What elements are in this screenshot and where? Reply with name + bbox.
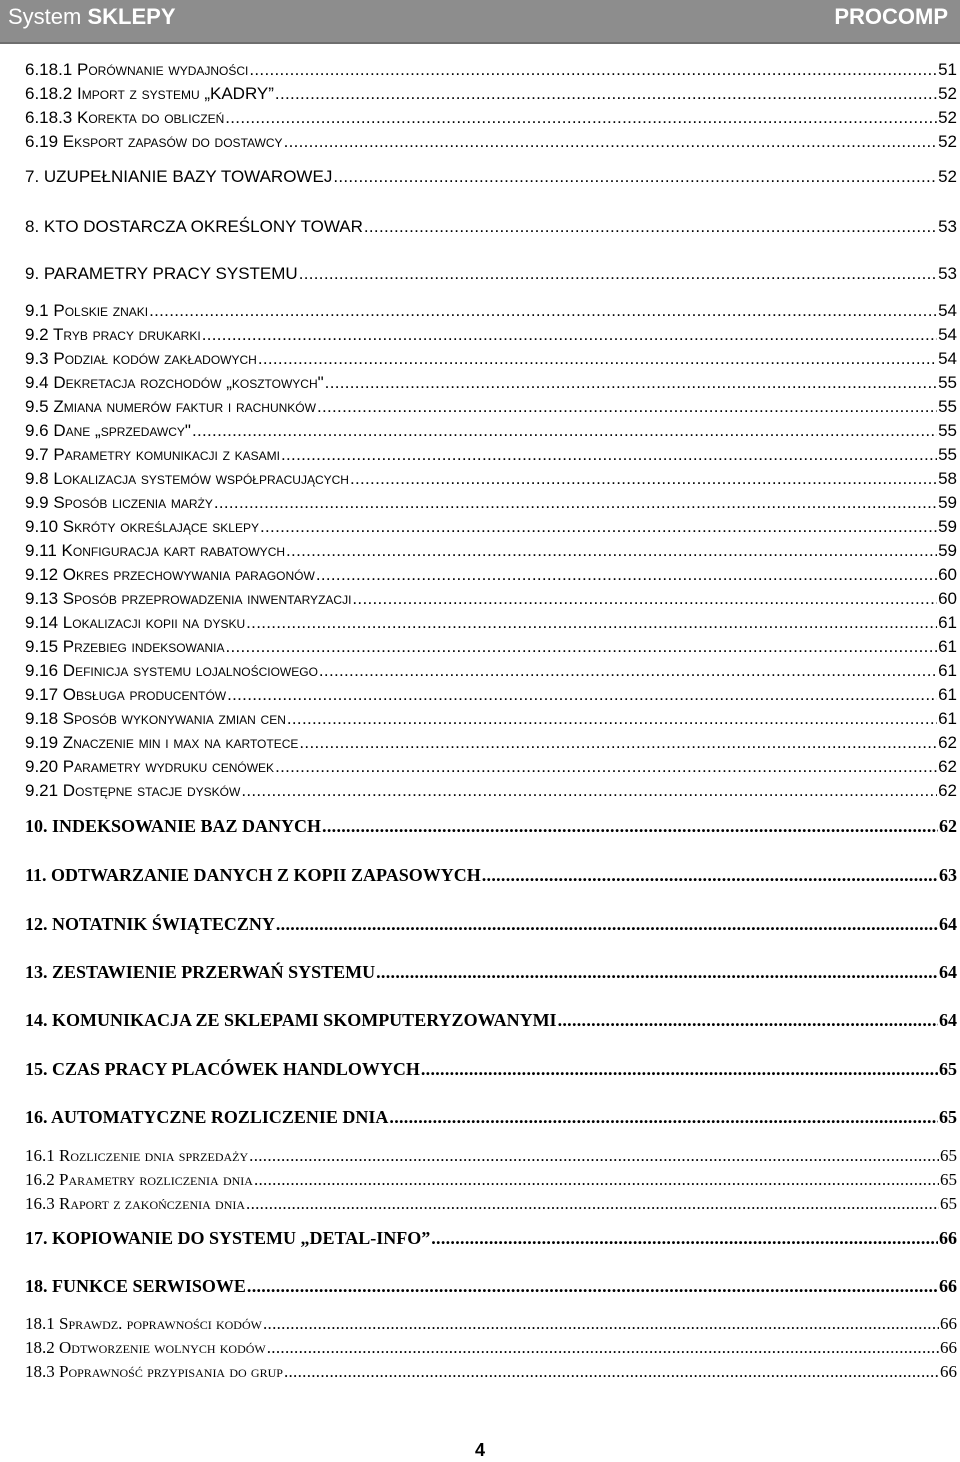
toc-leader-dots — [364, 216, 937, 237]
toc-entry[interactable] — [25, 420, 957, 441]
toc-leader-dots — [247, 1276, 938, 1297]
toc-entry[interactable] — [25, 263, 957, 284]
toc-entry-title: 9.20 Parametry wydruku cenówek — [25, 757, 275, 776]
toc-entry[interactable] — [25, 468, 957, 489]
toc-entry-title: 6.18.2 Import z systemu „KADRY” — [25, 84, 274, 103]
toc-leader-dots — [316, 564, 937, 585]
toc-entry[interactable] — [25, 83, 957, 104]
toc-leader-dots — [558, 1010, 938, 1031]
toc-entry-page: 66 — [940, 1314, 957, 1333]
toc-entry[interactable] — [25, 684, 957, 705]
toc-entry-page: 66 — [940, 1338, 957, 1357]
toc-entry-title: 18. FUNKCE SERWISOWE — [25, 1276, 246, 1296]
toc-entry-title: 16.3 Raport z zakończenia dnia — [25, 1194, 246, 1213]
toc-entry-page: 52 — [938, 167, 957, 186]
toc-entry-page: 61 — [938, 613, 957, 632]
toc-leader-dots — [421, 1059, 938, 1080]
page-number: 4 — [474, 1440, 485, 1460]
toc-entry-page: 59 — [938, 541, 957, 560]
toc-leader-dots — [389, 1107, 938, 1128]
toc-entry[interactable] — [25, 914, 957, 935]
toc-entry[interactable] — [25, 1228, 957, 1249]
toc-leader-dots — [333, 166, 937, 187]
toc-entry-page: 52 — [938, 108, 957, 127]
toc-leader-dots — [214, 492, 937, 513]
toc-entry-page: 65 — [939, 1059, 957, 1079]
toc-entry-title: 15. CZAS PRACY PLACÓWEK HANDLOWYCH — [25, 1059, 420, 1079]
toc-entry[interactable] — [25, 636, 957, 657]
toc-entry-page: 59 — [938, 517, 957, 536]
toc-entry-title: 9.3 Podział kodów zakładowych — [25, 349, 257, 368]
toc-entry-page: 55 — [938, 445, 957, 464]
toc-entry[interactable] — [25, 324, 957, 345]
toc-entry[interactable] — [25, 516, 957, 537]
toc-entry[interactable] — [25, 1361, 957, 1382]
toc-entry-title: 9.12 Okres przechowywania paragonów — [25, 565, 315, 584]
toc-entry[interactable] — [25, 564, 957, 585]
toc-entry-page: 54 — [938, 301, 957, 320]
toc-entry-title: 9.10 Skróty określające sklepy — [25, 517, 259, 536]
toc-entry-title: 9.7 Parametry komunikacji z kasami — [25, 445, 281, 464]
toc-entry-title: 9.8 Lokalizacja systemów współpracujących — [25, 469, 349, 488]
toc-entry[interactable] — [25, 612, 957, 633]
toc-entry[interactable] — [25, 962, 957, 983]
toc-leader-dots — [482, 865, 938, 886]
toc-entry[interactable] — [25, 348, 957, 369]
toc-entry-title: 9.13 Sposób przeprowadzenia inwentaryzacji — [25, 589, 352, 608]
header-company: PROCOMP — [834, 4, 948, 29]
toc-entry[interactable] — [25, 756, 957, 777]
page-header — [0, 0, 960, 44]
toc-entry-title: 7. UZUPEŁNIANIE BAZY TOWAROWEJ — [25, 167, 333, 186]
toc-leader-dots — [225, 107, 937, 128]
toc-entry-title: 12. NOTATNIK ŚWIĄTECZNY — [25, 914, 275, 934]
toc-leader-dots — [192, 420, 937, 441]
toc-entry-page: 64 — [939, 1010, 957, 1030]
toc-leader-dots — [149, 300, 937, 321]
toc-entry-page: 66 — [940, 1362, 957, 1381]
toc-entry[interactable] — [25, 216, 957, 237]
toc-entry[interactable] — [25, 816, 957, 837]
toc-leader-dots — [275, 83, 937, 104]
toc-leader-dots — [225, 636, 937, 657]
toc-entry-title: 18.1 Sprawdz. poprawności kodów — [25, 1314, 262, 1333]
toc-entry[interactable] — [25, 492, 957, 513]
toc-entry[interactable] — [25, 1276, 957, 1297]
toc-entry-title: 9.1 Polskie znaki — [25, 301, 149, 320]
toc-leader-dots — [319, 660, 937, 681]
toc-entry-title: 16.1 Rozliczenie dnia sprzedaży — [25, 1146, 249, 1165]
toc-leader-dots — [284, 131, 938, 152]
toc-entry-page: 54 — [938, 325, 957, 344]
toc-leader-dots — [267, 1337, 939, 1358]
toc-leader-dots — [254, 1169, 939, 1190]
toc-entry-page: 66 — [939, 1276, 957, 1296]
toc-entry-page: 65 — [939, 1107, 957, 1127]
toc-entry[interactable] — [25, 396, 957, 417]
toc-entry-page: 60 — [938, 565, 957, 584]
toc-entry[interactable] — [25, 300, 957, 321]
toc-entry-title: 17. KOPIOWANIE DO SYSTEMU „DETAL-INFO” — [25, 1228, 431, 1248]
toc-entry-page: 53 — [938, 264, 957, 283]
toc-entry-title: 9.16 Definicja systemu lojalnościowego — [25, 661, 318, 680]
toc-leader-dots — [376, 962, 938, 983]
toc-entry-title: 9.2 Tryb pracy drukarki — [25, 325, 201, 344]
toc-entry-title: 9.17 Obsługa producentów — [25, 685, 227, 704]
toc-entry[interactable] — [25, 1107, 957, 1128]
toc-leader-dots — [317, 396, 937, 417]
toc-entry[interactable] — [25, 865, 957, 886]
toc-entry-page: 55 — [938, 397, 957, 416]
header-product: SKLEPY — [87, 4, 176, 29]
toc-entry-page: 61 — [938, 685, 957, 704]
toc-entry-page: 52 — [938, 132, 957, 151]
toc-entry-title: 9.4 Dekretacja rozchodów „kosztowych" — [25, 373, 324, 392]
toc-entry[interactable] — [25, 1169, 957, 1190]
toc-entry-title: 6.19 Eksport zapasów do dostawcy — [25, 132, 283, 151]
toc-entry[interactable] — [25, 708, 957, 729]
toc-leader-dots — [281, 444, 937, 465]
toc-entry[interactable] — [25, 59, 957, 80]
toc-leader-dots — [260, 516, 937, 537]
toc-entry-page: 58 — [938, 469, 957, 488]
toc-entry-page: 65 — [940, 1194, 957, 1213]
toc-leader-dots — [350, 468, 937, 489]
toc-entry-title: 16.2 Parametry rozliczenia dnia — [25, 1170, 253, 1189]
toc-entry-page: 65 — [940, 1146, 957, 1165]
toc-entry[interactable] — [25, 1193, 957, 1214]
toc-leader-dots — [276, 914, 938, 935]
toc-entry-page: 63 — [939, 865, 957, 885]
toc-leader-dots — [227, 684, 937, 705]
toc-leader-dots — [249, 59, 937, 80]
toc-leader-dots — [325, 372, 937, 393]
toc-entry-title: 9.9 Sposób liczenia marży — [25, 493, 213, 512]
toc-leader-dots — [246, 1193, 939, 1214]
toc-leader-dots — [246, 612, 937, 633]
toc-entry-page: 64 — [939, 914, 957, 934]
toc-entry-title: 8. KTO DOSTARCZA OKREŚLONY TOWAR — [25, 217, 363, 236]
toc-entry-page: 54 — [938, 349, 957, 368]
toc-entry[interactable] — [25, 444, 957, 465]
toc-entry-title: 10. INDEKSOWANIE BAZ DANYCH — [25, 816, 322, 836]
toc-leader-dots — [431, 1228, 938, 1249]
toc-entry-title: 14. KOMUNIKACJA ZE SKLEPAMI SKOMPUTERYZOWANYMI — [25, 1010, 557, 1030]
toc-leader-dots — [322, 816, 938, 837]
toc-leader-dots — [202, 324, 937, 345]
toc-entry[interactable] — [25, 1145, 957, 1166]
toc-entry-page: 53 — [938, 217, 957, 236]
toc-entry-page: 59 — [938, 493, 957, 512]
toc-entry[interactable] — [25, 540, 957, 561]
toc-entry-title: 18.3 Poprawność przypisania do grup — [25, 1362, 283, 1381]
toc-entry[interactable] — [25, 1337, 957, 1358]
toc-entry-title: 18.2 Odtworzenie wolnych kodów — [25, 1338, 266, 1357]
toc-leader-dots — [286, 540, 937, 561]
toc-leader-dots — [287, 708, 937, 729]
toc-entry-page: 62 — [938, 781, 957, 800]
toc-entry-page: 62 — [938, 733, 957, 752]
toc-entry[interactable] — [25, 1059, 957, 1080]
toc-leader-dots — [241, 780, 937, 801]
toc-entry-page: 61 — [938, 709, 957, 728]
toc-entry-title: 9.6 Dane „sprzedawcy" — [25, 421, 191, 440]
toc-entry-title: 9.11 Konfiguracja kart rabatowych — [25, 541, 286, 560]
toc-entry-page: 55 — [938, 373, 957, 392]
toc-entry-page: 55 — [938, 421, 957, 440]
toc-leader-dots — [258, 348, 937, 369]
toc-entry[interactable] — [25, 588, 957, 609]
toc-entry-title: 9.14 Lokalizacji kopii na dysku — [25, 613, 246, 632]
toc-leader-dots — [249, 1145, 939, 1166]
header-system-name — [8, 4, 176, 30]
toc-entry-page: 61 — [938, 661, 957, 680]
toc-entry[interactable] — [25, 1010, 957, 1031]
toc-entry-page: 62 — [939, 816, 957, 836]
toc-entry-title: 9. PARAMETRY PRACY SYSTEMU — [25, 264, 298, 283]
toc-entry[interactable] — [25, 131, 957, 152]
toc-entry-page: 51 — [938, 60, 957, 79]
toc-entry-title: 11. ODTWARZANIE DANYCH Z KOPII ZAPASOWYCH — [25, 865, 481, 885]
toc-entry-title: 13. ZESTAWIENIE PRZERWAŃ SYSTEMU — [25, 962, 376, 982]
toc-entry-page: 61 — [938, 637, 957, 656]
toc-entry-page: 65 — [940, 1170, 957, 1189]
toc-entry-title: 9.15 Przebieg indeksowania — [25, 637, 225, 656]
toc-leader-dots — [299, 732, 937, 753]
toc-entry-page: 64 — [939, 962, 957, 982]
toc-entry-page: 62 — [938, 757, 957, 776]
toc-leader-dots — [284, 1361, 939, 1382]
toc-entry-page: 60 — [938, 589, 957, 608]
toc-entry[interactable] — [25, 780, 957, 801]
toc-entry[interactable] — [25, 660, 957, 681]
toc-entry-title: 16. AUTOMATYCZNE ROZLICZENIE DNIA — [25, 1107, 389, 1127]
toc-leader-dots — [352, 588, 937, 609]
toc-entry-title: 9.5 Zmiana numerów faktur i rachunków — [25, 397, 316, 416]
toc-leader-dots — [263, 1313, 939, 1334]
toc-entry-title: 6.18.3 Korekta do obliczeń — [25, 108, 225, 127]
toc-entry-page: 52 — [938, 84, 957, 103]
header-prefix: System — [8, 4, 82, 29]
toc-leader-dots — [275, 756, 937, 777]
toc-entry[interactable] — [25, 107, 957, 128]
toc-entry-page: 66 — [939, 1228, 957, 1248]
toc-leader-dots — [299, 263, 937, 284]
toc-entry[interactable] — [25, 166, 957, 187]
toc-entry[interactable] — [25, 372, 957, 393]
toc-entry[interactable] — [25, 1313, 957, 1334]
toc-entry[interactable] — [25, 732, 957, 753]
toc-entry-title: 9.19 Znaczenie min i max na kartotece — [25, 733, 299, 752]
toc-entry-title: 6.18.1 Porównanie wydajności — [25, 60, 249, 79]
toc-entry-title: 9.18 Sposób wykonywania zmian cen — [25, 709, 286, 728]
toc-entry-title: 9.21 Dostępne stacje dysków — [25, 781, 241, 800]
